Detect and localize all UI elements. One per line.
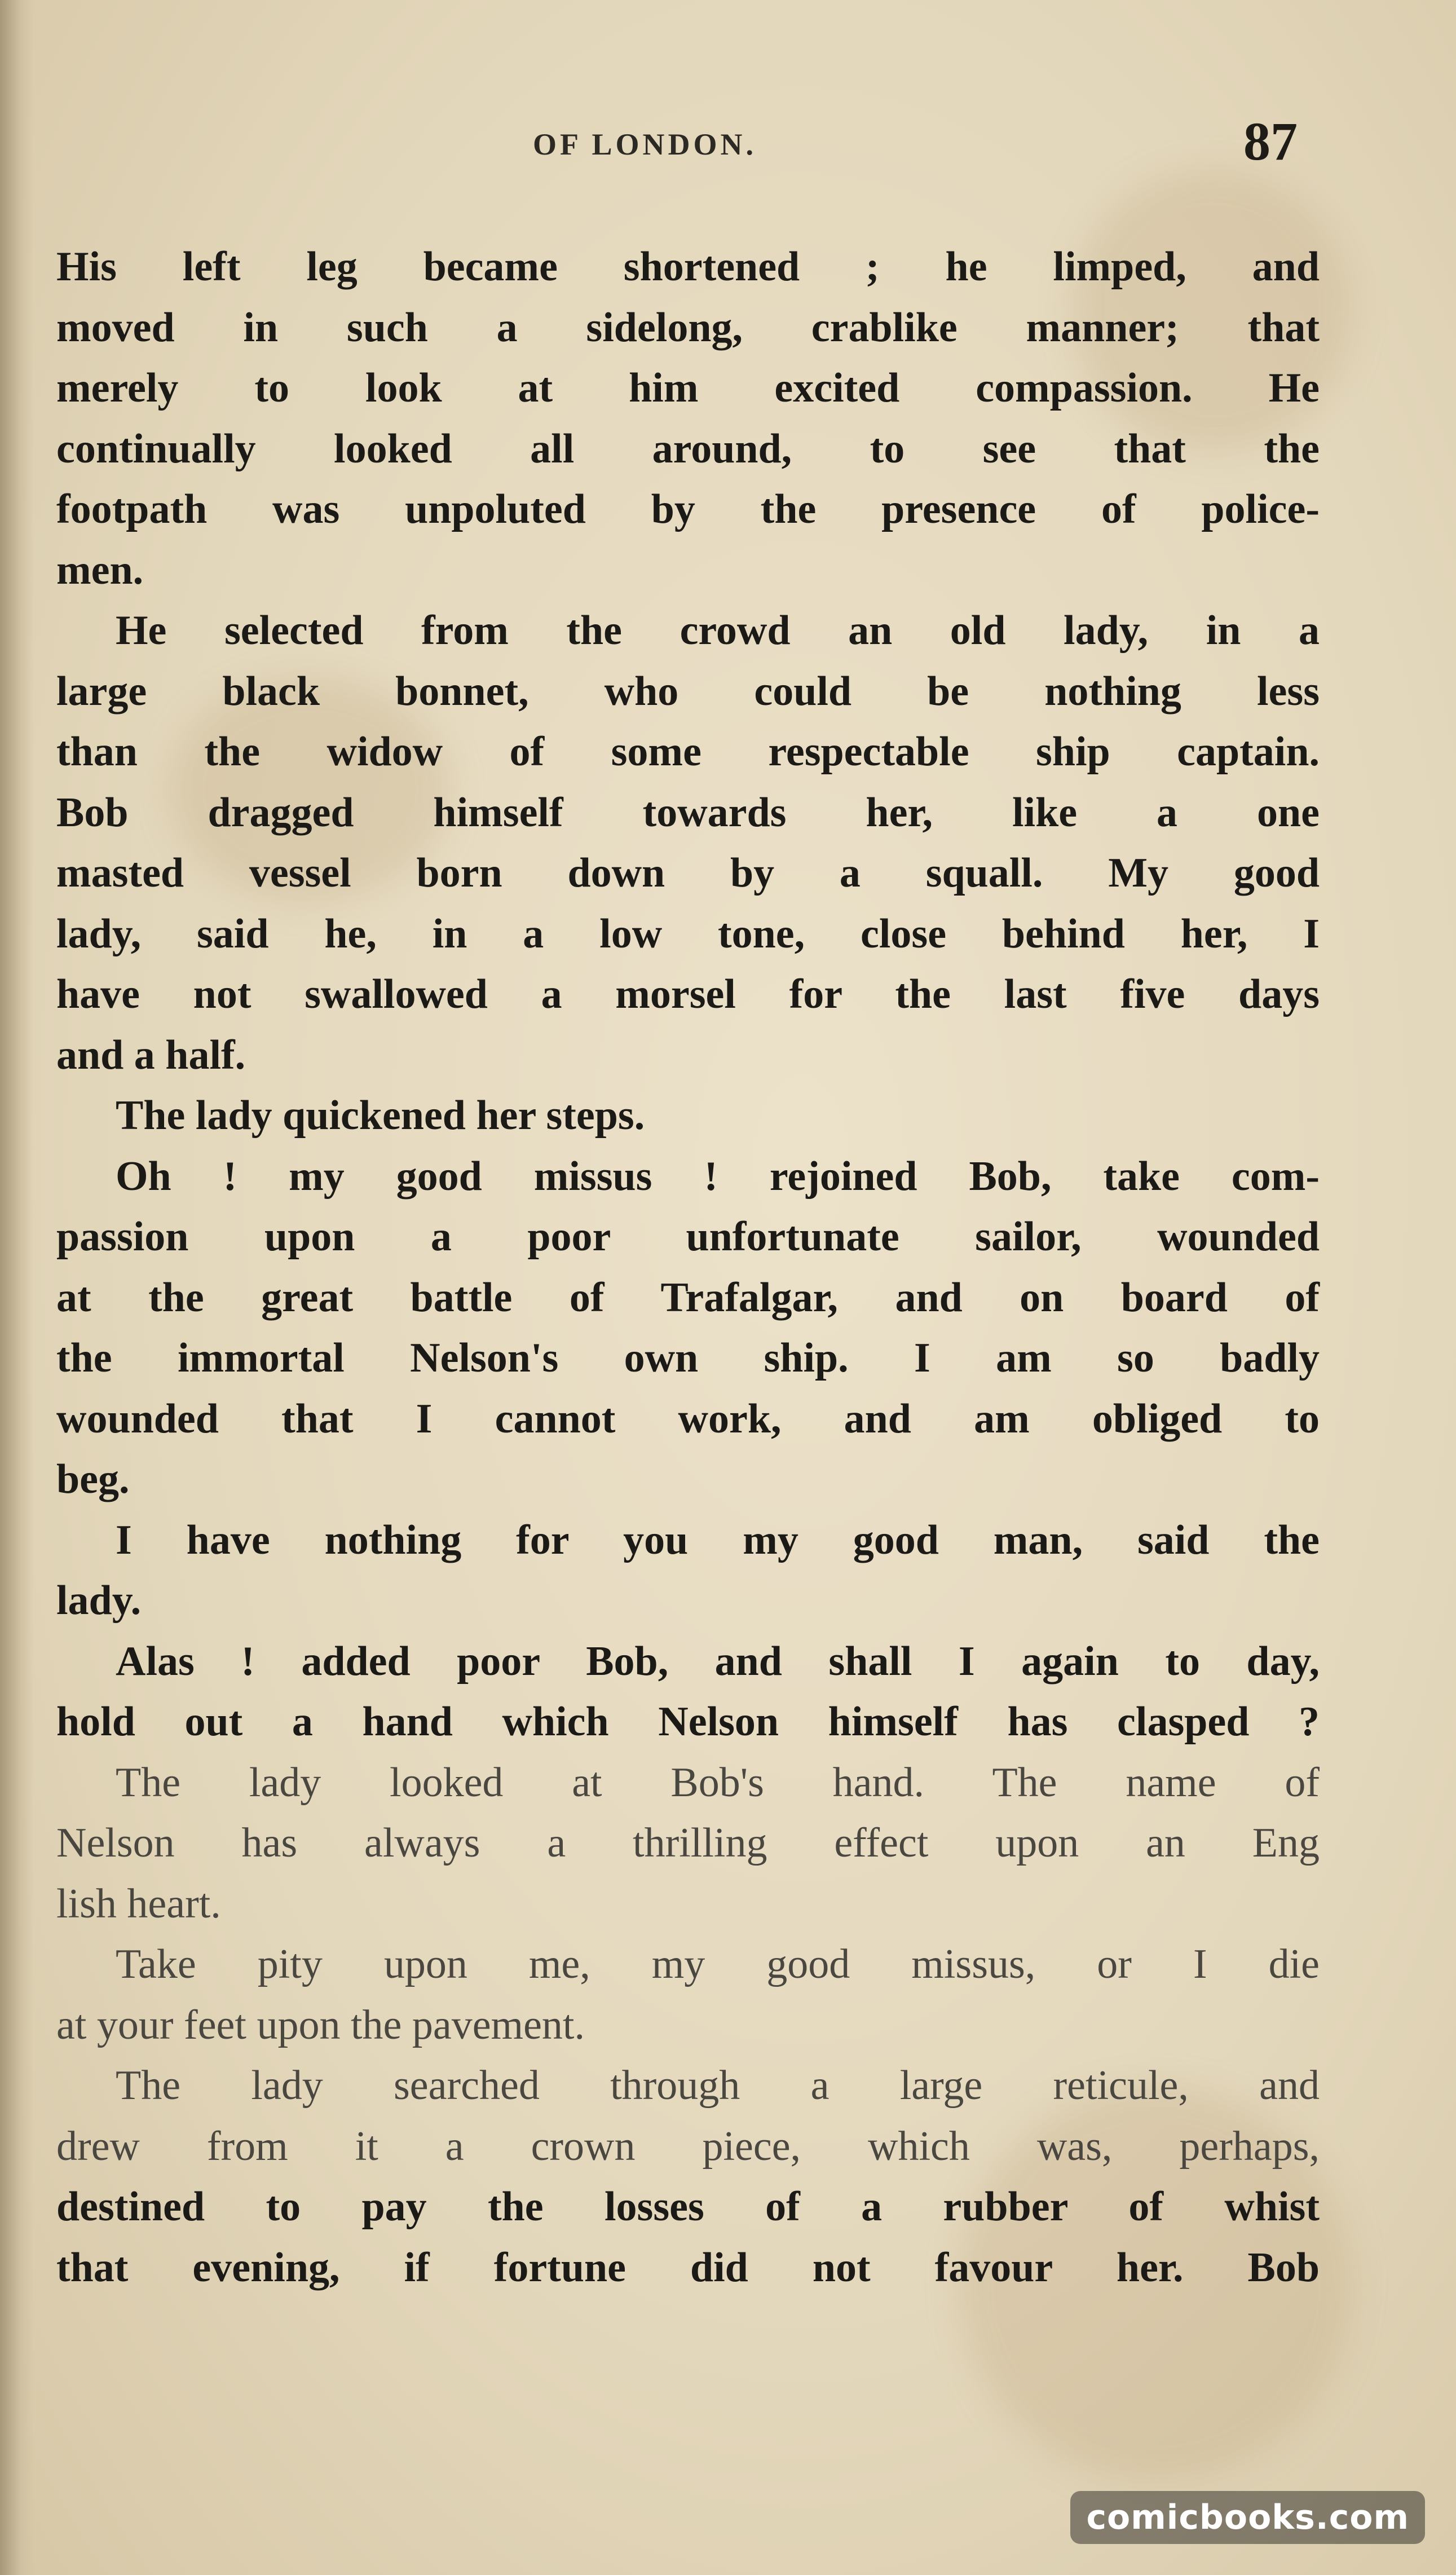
text-line: have not swallowed a morsel for the last five days — [56, 971, 1320, 1017]
text-line: at your feet upon the pavement. — [56, 2001, 585, 2048]
text-line: drew from it a crown piece, which was, perhaps, — [56, 2123, 1320, 2170]
text-line: large black bonnet, who could be nothing less — [56, 668, 1320, 715]
text-line: I have nothing for you my good man, said the — [116, 1516, 1320, 1563]
text-line: moved in such a sidelong, crablike manner; that — [56, 304, 1320, 351]
text-line: Oh ! my good missus ! rejoined Bob, take com- — [116, 1153, 1320, 1200]
text-line: Nelson has always a thrilling effect upon an Eng — [56, 1820, 1320, 1866]
text-line: His left leg became shortened ; he limped, and — [56, 244, 1320, 290]
text-line: that evening, if fortune did not favour her. Bob — [56, 2244, 1320, 2291]
text-line: lish heart. — [56, 1880, 221, 1927]
text-line: He selected from the crowd an old lady, in a — [116, 607, 1320, 654]
text-line: masted vessel born down by a squall. My good — [56, 850, 1320, 896]
binding-shadow — [0, 0, 34, 2575]
text-line: The lady looked at Bob's hand. The name of — [116, 1759, 1320, 1806]
text-line: lady, said he, in a low tone, close behind her, I — [56, 910, 1320, 957]
page-header — [0, 110, 1456, 172]
text-line: Alas ! added poor Bob, and shall I again to day, — [116, 1638, 1320, 1685]
text-line: men. — [56, 546, 144, 593]
text-line: at the great battle of Trafalgar, and on board of — [56, 1274, 1320, 1321]
text-line: the immortal Nelson's own ship. I am so badly — [56, 1335, 1320, 1381]
body-text — [56, 237, 1320, 2298]
text-line: merely to look at him excited compassion. He — [56, 365, 1320, 411]
text-line: than the widow of some respectable ship captain. — [56, 729, 1320, 775]
watermark: comicbooks.com — [1070, 2491, 1425, 2544]
text-line: wounded that I cannot work, and am obliged to — [56, 1395, 1320, 1442]
text-line: Bob dragged himself towards her, like a one — [56, 789, 1320, 836]
text-line: continually looked all around, to see that the — [56, 425, 1320, 472]
text-line: destined to pay the losses of a rubber of whist — [56, 2184, 1320, 2230]
text-line: hold out a hand which Nelson himself has clasped ? — [56, 1699, 1320, 1745]
text-line: footpath was unpoluted by the presence of police- — [56, 486, 1320, 532]
text-line: The lady quickened her steps. — [116, 1092, 645, 1139]
page-number: 87 — [1243, 111, 1298, 171]
text-line: and a half. — [56, 1031, 246, 1078]
text-line: lady. — [56, 1577, 142, 1624]
text-line: The lady searched through a large reticule, and — [116, 2062, 1320, 2109]
text-line: Take pity upon me, my good missus, or I die — [116, 1941, 1320, 1987]
text-line: passion upon a poor unfortunate sailor, wounded — [56, 1214, 1320, 1260]
running-head: OF LONDON. — [533, 127, 757, 161]
text-line: beg. — [56, 1456, 130, 1502]
